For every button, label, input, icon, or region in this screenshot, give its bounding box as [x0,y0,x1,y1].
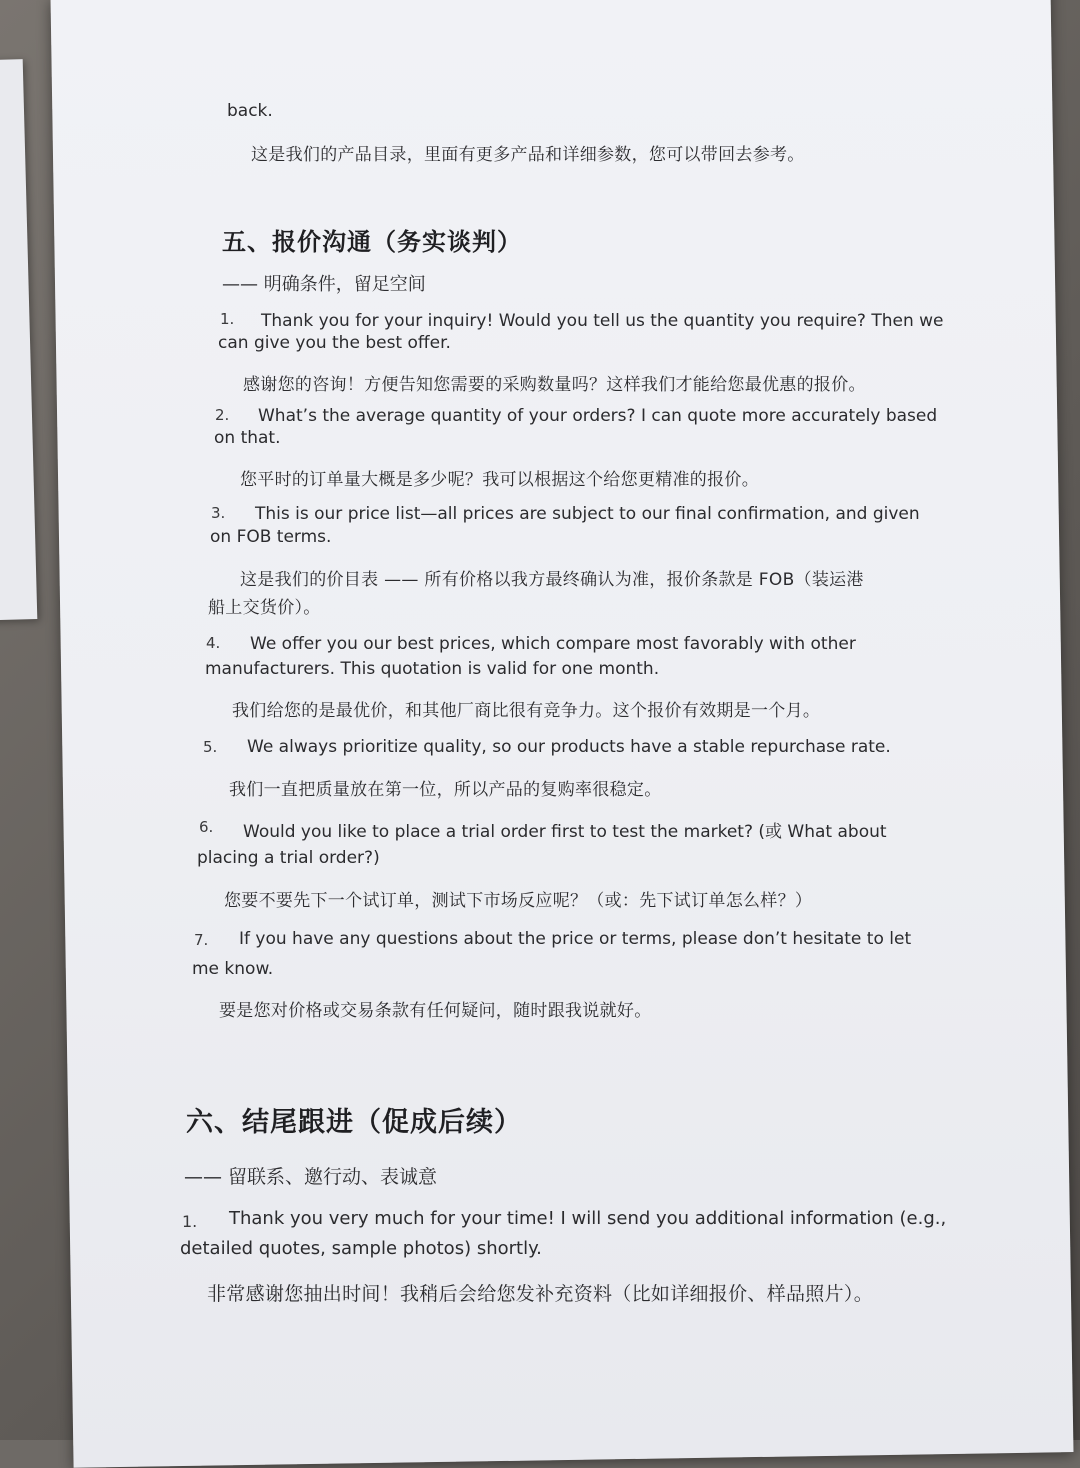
item-number: 7. [194,931,209,949]
item-english: If you have any questions about the price or terms, please don’t hesitate to let [239,929,912,949]
item-number: 6. [199,818,214,836]
item-chinese: 我们给您的是最优价，和其他厂商比很有竞争力。这个报价有效期是一个月。 [232,701,821,721]
item-english: Thank you for your inquiry! Would you tell us the quantity you require? Then we [261,311,944,331]
item-english: placing a trial order?) [197,848,380,868]
item-chinese: 要是您对价格或交易条款有任何疑问，随时跟我说就好。 [219,1001,652,1021]
item-english: This is our price list—all prices are subject to our final confirmation, and given [255,504,920,524]
item-english: Would you like to place a trial order first to test the market? (或 What about [243,822,887,842]
item-number: 1. [182,1212,198,1231]
section-6-subtitle: —— 留联系、邀行动、表诚意 [184,1166,438,1188]
item-english: detailed quotes, sample photos) shortly. [180,1238,542,1259]
item-chinese: 非常感谢您抽出时间！我稍后会给您发补充资料（比如详细报价、样品照片）。 [207,1283,874,1305]
item-english: Thank you very much for your time! I will send you additional information (e.g., [229,1208,947,1229]
item-english: We offer you our best prices, which compare most favorably with other [250,634,856,654]
item-chinese: 我们一直把质量放在第一位，所以产品的复购率很稳定。 [229,780,662,800]
carryover-line: back. [227,101,273,121]
item-english: on FOB terms. [210,527,332,547]
item-chinese: 您要不要先下一个试订单，测试下市场反应呢？（或：先下试订单怎么样？） [224,891,813,911]
item-chinese: 这是我们的价目表 —— 所有价格以我方最终确认为准，报价条款是 FOB（装运港 [240,570,864,590]
section-5-title: 五、报价沟通（务实谈判） [222,228,522,256]
item-number: 5. [203,738,218,756]
item-english: What’s the average quantity of your orders? I can quote more accurately based [258,406,938,426]
item-number: 1. [220,310,235,328]
item-number: 4. [206,634,221,652]
section-6-title: 六、结尾跟进（促成后续） [186,1107,522,1138]
item-chinese: 船上交货价）。 [208,598,321,618]
item-number: 2. [215,406,230,424]
item-chinese: 感谢您的咨询！方便告知您需要的采购数量吗？这样我们才能给您最优惠的报价。 [243,375,866,395]
item-english: me know. [192,959,274,979]
item-number: 3. [211,504,226,522]
item-chinese: 您平时的订单量大概是多少呢？我可以根据这个给您更精准的报价。 [240,470,759,490]
item-english: on that. [214,428,281,448]
item-english: can give you the best offer. [218,333,451,353]
carryover-translation: 这是我们的产品目录，里面有更多产品和详细参数，您可以带回去参考。 [251,145,805,165]
item-english: We always prioritize quality, so our products have a stable repurchase rate. [247,737,891,757]
section-5-subtitle: —— 明确条件，留足空间 [222,274,426,295]
item-english: manufacturers. This quotation is valid for one month. [205,659,660,679]
